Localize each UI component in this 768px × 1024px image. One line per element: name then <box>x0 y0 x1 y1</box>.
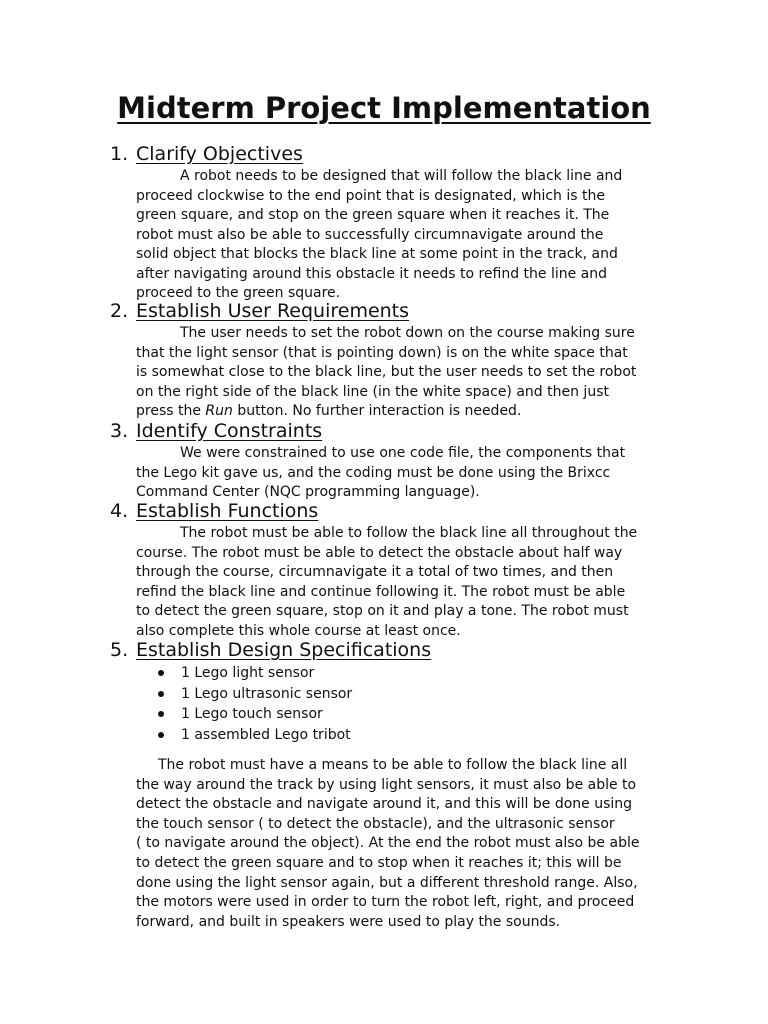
paragraph-line: The user needs to set the robot down on the course making sure <box>180 325 635 341</box>
document-title: Midterm Project Implementation <box>117 91 651 125</box>
closing-section <box>0 756 768 932</box>
section-heading-row <box>0 298 768 324</box>
line-text: button. No further interaction is needed. <box>232 403 522 419</box>
list-item <box>0 663 768 684</box>
paragraph-line: The robot must have a means to be able to follow the black line all <box>158 757 628 773</box>
paragraph-line: done using the light sensor again, but a different threshold range. Also, <box>136 874 638 891</box>
paragraph-line: Command Center (NQC programming language). <box>136 484 480 500</box>
paragraph-line: solid object that blocks the black line at some point in the track, and <box>136 246 618 262</box>
section-heading: Identify Constraints <box>136 420 323 442</box>
list-item <box>0 725 768 746</box>
paragraph-line: course. The robot must be able to detect the obstacle about half way <box>136 544 623 561</box>
section-heading-row <box>0 637 768 663</box>
paragraph-line: green square, and stop on the green square when it reaches it. The <box>136 207 610 223</box>
section-paragraph <box>136 167 676 304</box>
paragraph-line: is somewhat close to the black line, but the user needs to set the robot <box>136 364 637 380</box>
paragraph-line: refind the black line and continue following it. The robot must be able <box>136 583 626 600</box>
paragraph-line: after navigating around this obstacle it needs to refind the line and <box>136 265 608 282</box>
paragraph-line: proceed to the green square. <box>136 285 341 301</box>
section-heading: Establish User Requirements <box>136 300 410 322</box>
bullet-icon <box>158 711 164 717</box>
paragraph-line: the touch sensor ( to detect the obstacle), and the ultrasonic sensor <box>136 815 615 832</box>
section-heading-row <box>0 141 768 167</box>
section-user-requirements <box>0 298 768 422</box>
section-number: 3. <box>110 420 129 442</box>
list-item <box>0 704 768 725</box>
list-item-text: 1 Lego light sensor <box>181 665 315 681</box>
section-heading: Establish Functions <box>136 500 319 522</box>
section-clarify-objectives <box>0 141 768 304</box>
paragraph-line: to detect the green square and to stop when it reaches it; this will be <box>136 854 622 871</box>
list-item-text: 1 Lego ultrasonic sensor <box>181 685 353 702</box>
paragraph-line: the Lego kit gave us, and the coding must be done using the Brixcc <box>136 464 611 481</box>
list-item <box>0 684 768 705</box>
paragraph-line: the motors were used in order to turn the robot left, right, and proceed <box>136 894 635 911</box>
paragraph-line: A robot needs to be designed that will follow the black line and <box>180 168 623 184</box>
paragraph-line: The robot must be able to follow the black line all throughout the <box>180 525 638 541</box>
section-number: 5. <box>110 639 129 661</box>
paragraph-line: proceed clockwise to the end point that is designated, which is the <box>136 187 605 204</box>
paragraph-line: detect the obstacle and navigate around it, and this will be done using <box>136 796 633 813</box>
bullet-icon <box>158 691 164 697</box>
section-heading-row <box>0 498 768 524</box>
paragraph-line: ( to navigate around the object). At the end the robot must also be able <box>136 835 640 852</box>
section-paragraph <box>136 444 676 503</box>
list-item-text: 1 Lego touch sensor <box>181 706 323 722</box>
paragraph-line: that the light sensor (that is pointing down) is on the white space that <box>136 344 628 361</box>
section-heading-row <box>0 418 768 444</box>
run-button-name: Run <box>205 403 233 419</box>
paragraph-line: We were constrained to use one code file, the components that <box>180 445 626 461</box>
line-text: press the <box>136 403 206 419</box>
bullet-icon <box>158 732 164 738</box>
paragraph-line: also complete this whole course at least once. <box>136 622 461 639</box>
paragraph-line: the way around the track by using light sensors, it must also be able to <box>136 776 637 793</box>
section-identify-constraints <box>0 418 768 503</box>
section-number: 1. <box>110 143 129 165</box>
paragraph-line: to detect the green square, stop on it and play a tone. The robot must <box>136 603 629 619</box>
bullet-icon <box>158 670 164 676</box>
section-heading: Clarify Objectives <box>136 143 303 165</box>
paragraph-line: robot must also be able to successfully circumnavigate around the <box>136 226 604 243</box>
section-establish-functions <box>0 498 768 641</box>
section-number: 4. <box>110 500 129 522</box>
section-paragraph <box>136 524 676 641</box>
section-design-specifications <box>0 637 768 663</box>
paragraph-line: on the right side of the black line (in the white space) and then just <box>136 383 609 400</box>
closing-paragraph <box>136 756 676 932</box>
list-item-text: 1 assembled Lego tribot <box>181 726 351 743</box>
section-paragraph <box>136 324 676 422</box>
paragraph-line: through the course, circumnavigate it a total of two times, and then <box>136 564 614 580</box>
section-heading: Establish Design Specifications <box>136 639 432 661</box>
specifications-list <box>0 663 768 745</box>
section-number: 2. <box>110 300 129 322</box>
paragraph-line: forward, and built in speakers were used to play the sounds. <box>136 913 561 930</box>
